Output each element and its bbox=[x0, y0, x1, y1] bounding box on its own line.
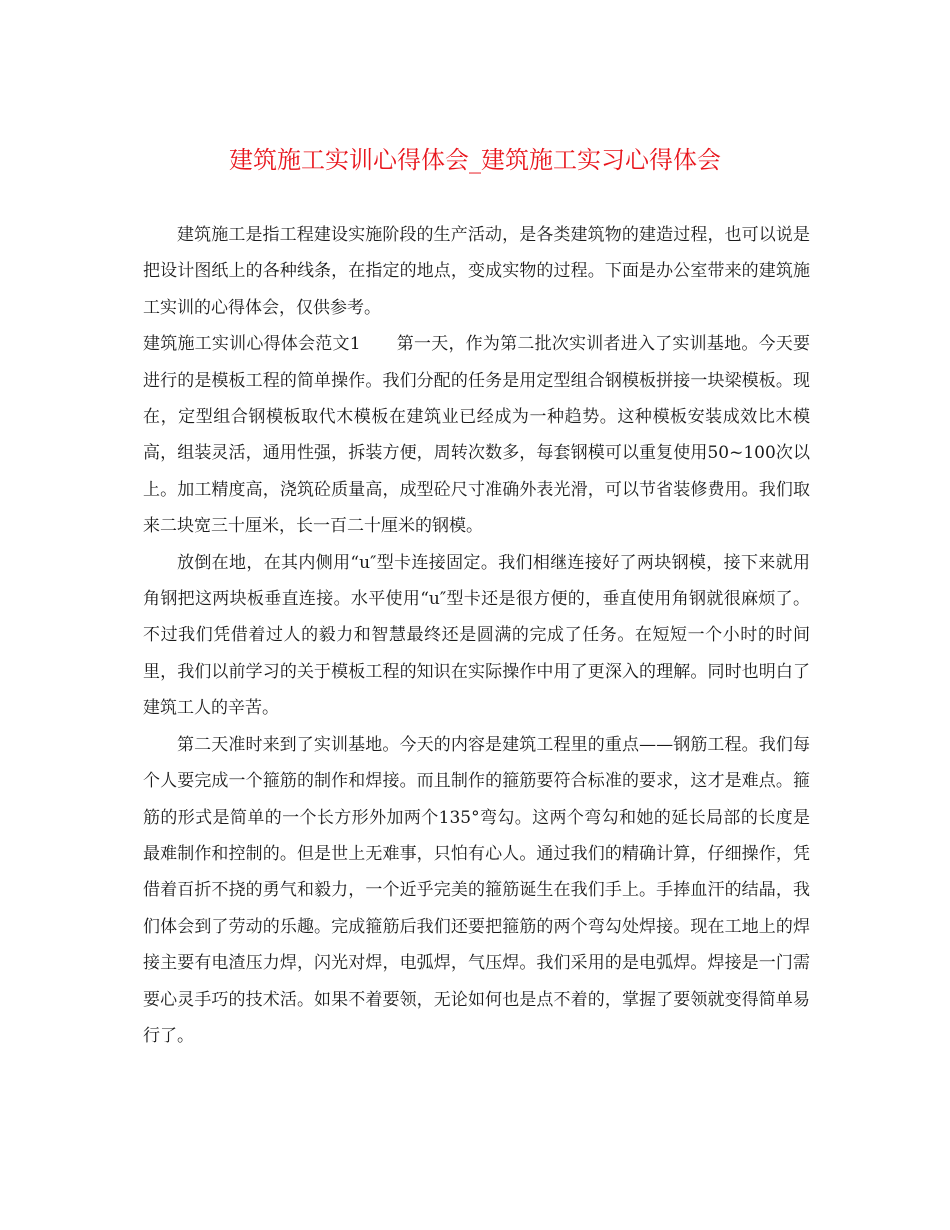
assembly-paragraph: 放倒在地，在其内侧用“u″型卡连接固定。我们相继连接好了两块钢模，接下来就用角钢把这两块板垂直连接。水平使用“u″型卡还是很方便的，垂直使用角钢就很麻烦了。不过我们凭借着过人的毅力和智慧最终还是圆满的完成了任务。在短短一个小时的时间里，我们以前学习的关于模板工程的知识在实际操作中用了更深入的理解。同时也明白了建筑工人的辛苦。 bbox=[143, 552, 810, 719]
day-two-paragraph: 第二天准时来到了实训基地。今天的内容是建筑工程里的重点——钢筋工程。我们每个人要完成一个箍筋的制作和焊接。而且制作的箍筋要符合标准的要求，这才是难点。箍筋的形式是简单的一个长方形外加两个135°弯勾。这两个弯勾和她的延长局部的长度是最难制作和控制的。但是世上无难事，只怕有心人。通过我们的精确计算，仔细操作，凭借着百折不挠的勇气和毅力，一个近乎完美的箍筋诞生在我们手上。手捧血汗的结晶，我们体会到了劳动的乐趣。完成箍筋后我们还要把箍筋的两个弯勾处焊接。现在工地上的焊接主要有电渣压力焊，闪光对焊，电弧焊，气压焊。我们采用的是电弧焊。焊接是一门需要心灵手巧的技术活。如果不着要领，无论如何也是点不着的，掌握了要领就变得简单易行了。 bbox=[143, 734, 810, 1046]
day-one-text: 第一天，作为第二批次实训者进入了实训基地。今天要进行的是模板工程的简单操作。我们分配的任务是用定型组合钢模板拼接一块梁模板。现在，定型组合钢模板取代木模板在建筑业已经成为一种趋势。这种模板安装成效比木模高，组装灵活，通用性强，拆装方便，周转次数多，每套钢模可以重复使用50~100次以上。加工精度高，浇筑砼质量高，成型砼尺寸准确外表光滑，可以节省装修费用。我们取来二块宽三十厘米，长一百二十厘米的钢模。 bbox=[143, 334, 810, 537]
sample-heading: 建筑施工实训心得体会范文1 bbox=[143, 334, 361, 355]
sample-paragraph bbox=[143, 326, 810, 544]
document-body bbox=[143, 217, 810, 1054]
intro-paragraph: 建筑施工是指工程建设实施阶段的生产活动，是各类建筑物的建造过程，也可以说是把设计图纸上的各种线条，在指定的地点，变成实物的过程。下面是办公室带来的建筑施工实训的心得体会，仅供参考。 bbox=[143, 225, 810, 318]
document-title: 建筑施工实训心得体会_建筑施工实习心得体会 bbox=[229, 146, 721, 174]
